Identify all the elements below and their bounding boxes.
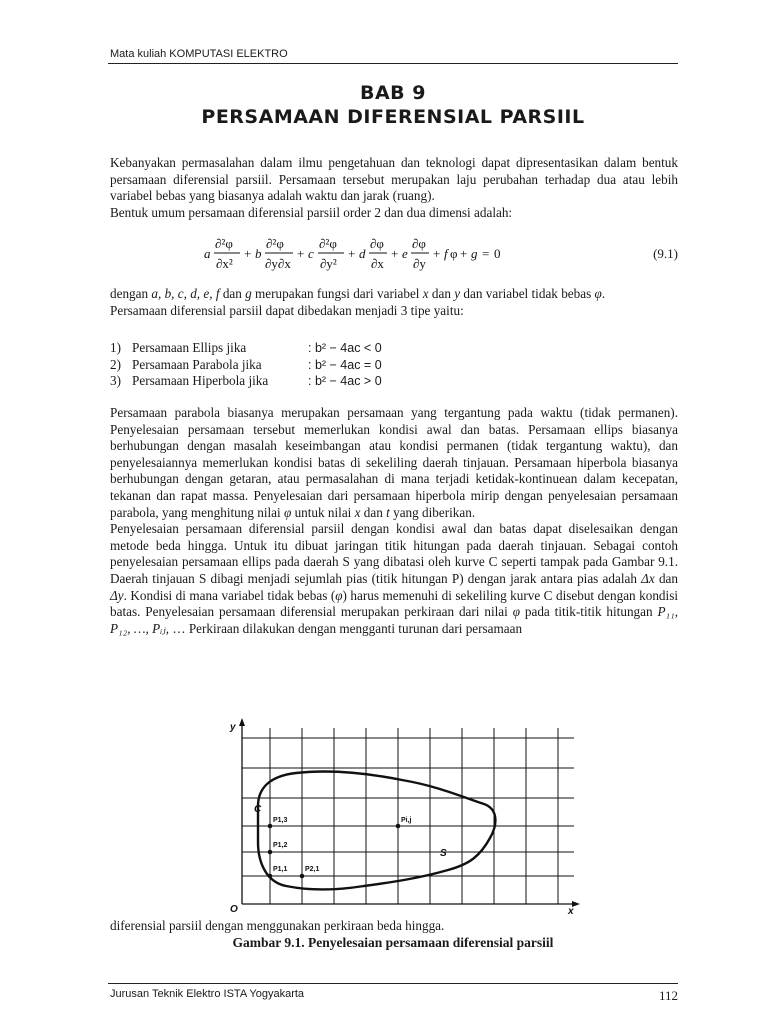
y-axis-label: y xyxy=(230,722,236,733)
footer-department: Jurusan Teknik Elektro ISTA Yogyakarta xyxy=(110,988,305,1000)
boundary-curve-c xyxy=(258,772,495,890)
point-label-p13: P1,3 xyxy=(273,817,288,824)
grid-diagram xyxy=(222,716,582,914)
svg-text:c: c xyxy=(308,246,314,261)
symbol-dx: Δx xyxy=(641,570,655,586)
y-axis-arrow xyxy=(239,718,245,726)
text-span: ) harus memenuhi di sekeliling kurve C disebut dengan kondisi batas. Penyelesaian persamaan diferensial merupakan perkiraan dari nilai xyxy=(110,587,678,620)
region-s-label: S xyxy=(440,848,447,859)
svg-text:∂²φ: ∂²φ xyxy=(215,236,233,251)
text-span: Penyelesaian persamaan diferensial parsiil dengan kondisi awal dan batas dapat diselesaikan dengan metode beda hingga. Untuk itu dibuat jaringan titik hitungan pada daerah tinjauan. Sebagai contoh penyelesaian persamaan ellips pada daerah S yang dibatasi oleh kurve C seperti tampak pada Gambar 9.1. Daerah tinjauan S dibagi menjadi sejumlah pias (titik hitungan P) dengan jarak antara pias adalah xyxy=(110,521,678,586)
svg-text:∂φ: ∂φ xyxy=(412,236,426,251)
item-name: Persamaan Hiperbola jika xyxy=(132,373,269,389)
symbol-x: x xyxy=(354,504,361,520)
text-span: . xyxy=(601,286,606,301)
text-span: , … Perkiraan dilakukan dengan mengganti turunan dari persamaan xyxy=(165,620,523,636)
text-span: yang diberikan. xyxy=(389,504,476,520)
item-name: Persamaan Ellips jika xyxy=(132,340,247,355)
item-name: Persamaan Parabola jika xyxy=(132,356,262,372)
svg-text:=: = xyxy=(482,246,490,261)
x-axis-label: x xyxy=(568,906,574,914)
item-condition: : b² − 4ac < 0 xyxy=(308,341,382,355)
svg-text:+: + xyxy=(391,246,399,261)
svg-text:∂²φ: ∂²φ xyxy=(319,236,337,251)
point-label-p12: P1,2 xyxy=(273,842,288,849)
item-condition: : b² − 4ac = 0 xyxy=(308,357,382,372)
symbol-phi: φ xyxy=(512,604,520,620)
svg-text:+: + xyxy=(244,246,252,261)
footer-rule xyxy=(108,983,678,984)
svg-text:∂y: ∂y xyxy=(413,256,426,271)
svg-text:+: + xyxy=(460,246,468,261)
svg-text:∂²φ: ∂²φ xyxy=(266,236,284,251)
svg-text:g: g xyxy=(471,246,478,261)
text-span: dengan xyxy=(110,286,152,301)
svg-text:∂x: ∂x xyxy=(371,256,384,271)
chapter-number: BAB 9 xyxy=(359,82,426,104)
text-span: dan xyxy=(654,570,679,586)
symbol-g: g xyxy=(245,286,252,301)
point-label-p21: P2,1 xyxy=(305,866,320,873)
symbol-x: x xyxy=(422,286,429,301)
coefficient-text xyxy=(110,286,678,303)
symbol-phi: φ xyxy=(283,504,292,520)
text-span: dan xyxy=(219,286,246,301)
origin-label: O xyxy=(230,904,238,914)
types-intro: Persamaan diferensial parsiil dapat dibedakan menjadi 3 tipe yaitu: xyxy=(110,302,464,318)
symbol-phi: φ xyxy=(594,286,602,301)
symbol-t: t xyxy=(386,504,390,520)
chapter-title: PERSAMAAN DIFERENSIAL PARSIIL xyxy=(201,106,585,128)
svg-text:0: 0 xyxy=(494,246,501,261)
item-condition: : b² − 4ac > 0 xyxy=(308,374,382,389)
grid-figure xyxy=(222,716,582,919)
point-label-pij: Pi,j xyxy=(401,817,412,824)
svg-text:+: + xyxy=(348,246,356,261)
text-span: pada titik-titik hitungan xyxy=(519,604,658,620)
finite-difference-paragraph xyxy=(110,521,678,637)
text-span: dan xyxy=(360,504,387,520)
text-span: untuk nilai xyxy=(291,504,355,520)
intro-form-text: Bentuk umum persamaan diferensial parsiil order 2 dan dua dimensi adalah: xyxy=(110,204,513,220)
svg-text:∂y²: ∂y² xyxy=(320,256,337,271)
svg-text:a: a xyxy=(204,246,211,261)
text-span: dan xyxy=(428,286,455,301)
text-span: Persamaan parabola biasanya merupakan persamaan yang tergantung pada waktu (tidak permanen). Penyelesaian persamaan tersebut memerlukan kondisi awal dan batas. Persamaan ellips biasanya berhubungan dengan masalah keseimbangan atau kondisi permanen (tidak tergantung waktu), dan penyelesaiannya memerlukan kondisi batas di sekeliling daerah tinjauan. Persamaan hiperbola biasanya berhubungan dengan getaran, atau permasalahan di mana terjadi ketidak-kontinuean dalam kecepatan, tekanan dan rapat massa. Penyelesaian dari persamaan hiperbola mirip dengan penyelesaian persamaan parabola, yang menghitung nilai xyxy=(110,405,678,520)
intro-paragraph xyxy=(110,155,678,221)
curve-c-label: C xyxy=(254,804,262,815)
svg-text:∂y∂x: ∂y∂x xyxy=(265,256,291,271)
pde-types-paragraph xyxy=(110,405,678,521)
header-rule xyxy=(108,63,678,64)
svg-text:+: + xyxy=(433,246,441,261)
symbol-y: y xyxy=(454,286,461,301)
symbol-dy: Δy xyxy=(110,587,124,603)
item-number: 1) xyxy=(110,340,121,355)
coefficient-description xyxy=(110,286,678,319)
equation-number: (9.1) xyxy=(653,246,678,261)
svg-text:f: f xyxy=(444,246,448,261)
pde-general-equation xyxy=(110,234,678,274)
running-header: Mata kuliah KOMPUTASI ELEKTRO xyxy=(110,48,288,60)
svg-text:∂φ: ∂φ xyxy=(370,236,384,251)
svg-text:∂x²: ∂x² xyxy=(216,256,233,271)
text-span: dan variabel tidak bebas xyxy=(460,286,595,301)
figure-caption: Gambar 9.1. Penyelesaian persamaan diferensial parsiil xyxy=(232,935,554,950)
horizontal-grid-lines xyxy=(242,738,574,876)
item-number: 2) xyxy=(110,356,121,372)
item-number: 3) xyxy=(110,373,121,389)
svg-text:+: + xyxy=(297,246,305,261)
page-number: 112 xyxy=(658,988,678,1003)
coefficient-list: a, b, c, d, e, f xyxy=(151,286,220,301)
svg-text:b: b xyxy=(255,246,262,261)
svg-text:φ: φ xyxy=(450,246,458,261)
body-paragraphs xyxy=(110,405,678,637)
figure-lead-text: diferensial parsiil dengan menggunakan perkiraan beda hingga. xyxy=(110,918,445,933)
symbol-phi: φ xyxy=(335,587,343,603)
intro-text: Kebanyakan permasalahan dalam ilmu pengetahuan dan teknologi dapat dipresentasikan dalam bentuk persamaan diferensial parsiil. Persamaan tersebut merupakan laju perubahan terhadap dua atau lebih variabel bebas yang biasanya adalah waktu dan jarak (ruang). xyxy=(110,155,678,204)
svg-text:d: d xyxy=(359,246,366,261)
equation-formula xyxy=(110,234,580,274)
text-span: merupakan fungsi dari variabel xyxy=(251,286,423,301)
svg-text:e: e xyxy=(402,246,408,261)
grid-point-list: P₁₁, P₁₂, …, Pᵢⱼ xyxy=(110,604,678,636)
point-label-p11: P1,1 xyxy=(273,866,288,873)
text-span: . Kondisi di mana variabel tidak bebas ( xyxy=(123,587,336,603)
